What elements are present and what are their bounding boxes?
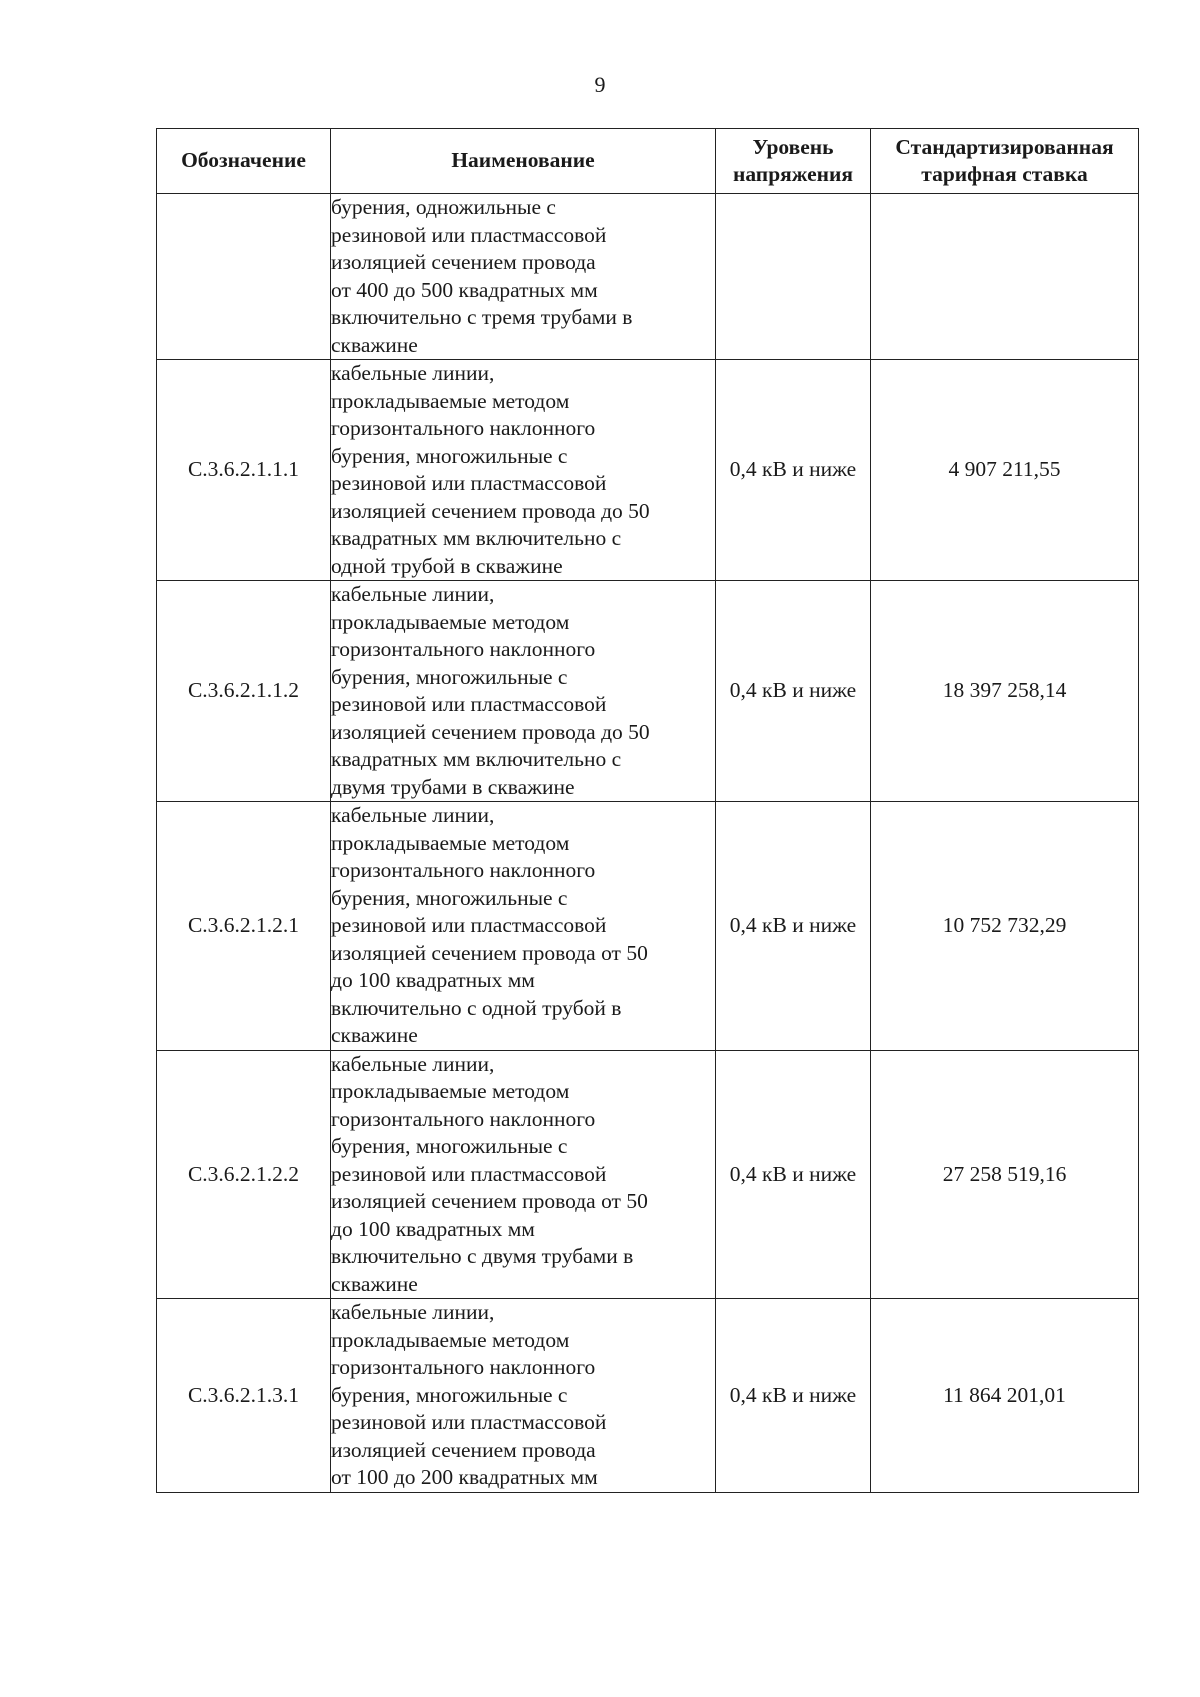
row-code: С.3.6.2.1.1.2: [157, 581, 331, 802]
row-rate: 27 258 519,16: [871, 1050, 1139, 1299]
header-code: Обозначение: [157, 129, 331, 194]
table-row: [157, 581, 1139, 802]
row-rate: 11 864 201,01: [871, 1299, 1139, 1493]
row-code: С.3.6.2.1.3.1: [157, 1299, 331, 1493]
row-level: 0,4 кВ и ниже: [716, 581, 871, 802]
table-row: [157, 802, 1139, 1051]
row-code: [157, 194, 331, 360]
table-row: [157, 194, 1139, 360]
table-row: [157, 1050, 1139, 1299]
row-code: С.3.6.2.1.2.2: [157, 1050, 331, 1299]
table-row: [157, 1299, 1139, 1493]
row-rate: 10 752 732,29: [871, 802, 1139, 1051]
row-name: бурения, одножильные с резиновой или пластмассовой изоляцией сечением провода от 400 до 500 квадратных мм включительно с тремя трубами в скважине: [331, 194, 716, 360]
row-code: С.3.6.2.1.1.1: [157, 360, 331, 581]
row-level: 0,4 кВ и ниже: [716, 1050, 871, 1299]
row-level: 0,4 кВ и ниже: [716, 360, 871, 581]
row-name: кабельные линии, прокладываемые методом горизонтального наклонного бурения, многожильные с резиновой или пластмассовой изоляцией сечением провода до 50 квадратных мм включительно с двумя трубами в скважине: [331, 581, 716, 802]
table-header-row: [157, 129, 1139, 194]
row-name: кабельные линии, прокладываемые методом горизонтального наклонного бурения, многожильные с резиновой или пластмассовой изоляцией сечением провода от 100 до 200 квадратных мм: [331, 1299, 716, 1493]
page-number: 9: [594, 72, 606, 97]
tariff-table: [156, 128, 1139, 1493]
row-rate: [871, 194, 1139, 360]
row-name: кабельные линии, прокладываемые методом горизонтального наклонного бурения, многожильные с резиновой или пластмассовой изоляцией сечением провода от 50 до 100 квадратных мм включительно с двумя трубами в скважине: [331, 1050, 716, 1299]
header-level: Уровень напряжения: [716, 129, 871, 194]
row-rate: 4 907 211,55: [871, 360, 1139, 581]
row-level: 0,4 кВ и ниже: [716, 1299, 871, 1493]
row-level: [716, 194, 871, 360]
row-name: кабельные линии, прокладываемые методом горизонтального наклонного бурения, многожильные с резиновой или пластмассовой изоляцией сечением провода от 50 до 100 квадратных мм включительно с одной трубой в скважине: [331, 802, 716, 1051]
row-rate: 18 397 258,14: [871, 581, 1139, 802]
header-rate: Стандартизированная тарифная ставка: [871, 129, 1139, 194]
header-name: Наименование: [331, 129, 716, 194]
row-code: С.3.6.2.1.2.1: [157, 802, 331, 1051]
table-row: [157, 360, 1139, 581]
row-level: 0,4 кВ и ниже: [716, 802, 871, 1051]
row-name: кабельные линии, прокладываемые методом горизонтального наклонного бурения, многожильные с резиновой или пластмассовой изоляцией сечением провода до 50 квадратных мм включительно с одной трубой в скважине: [331, 360, 716, 581]
